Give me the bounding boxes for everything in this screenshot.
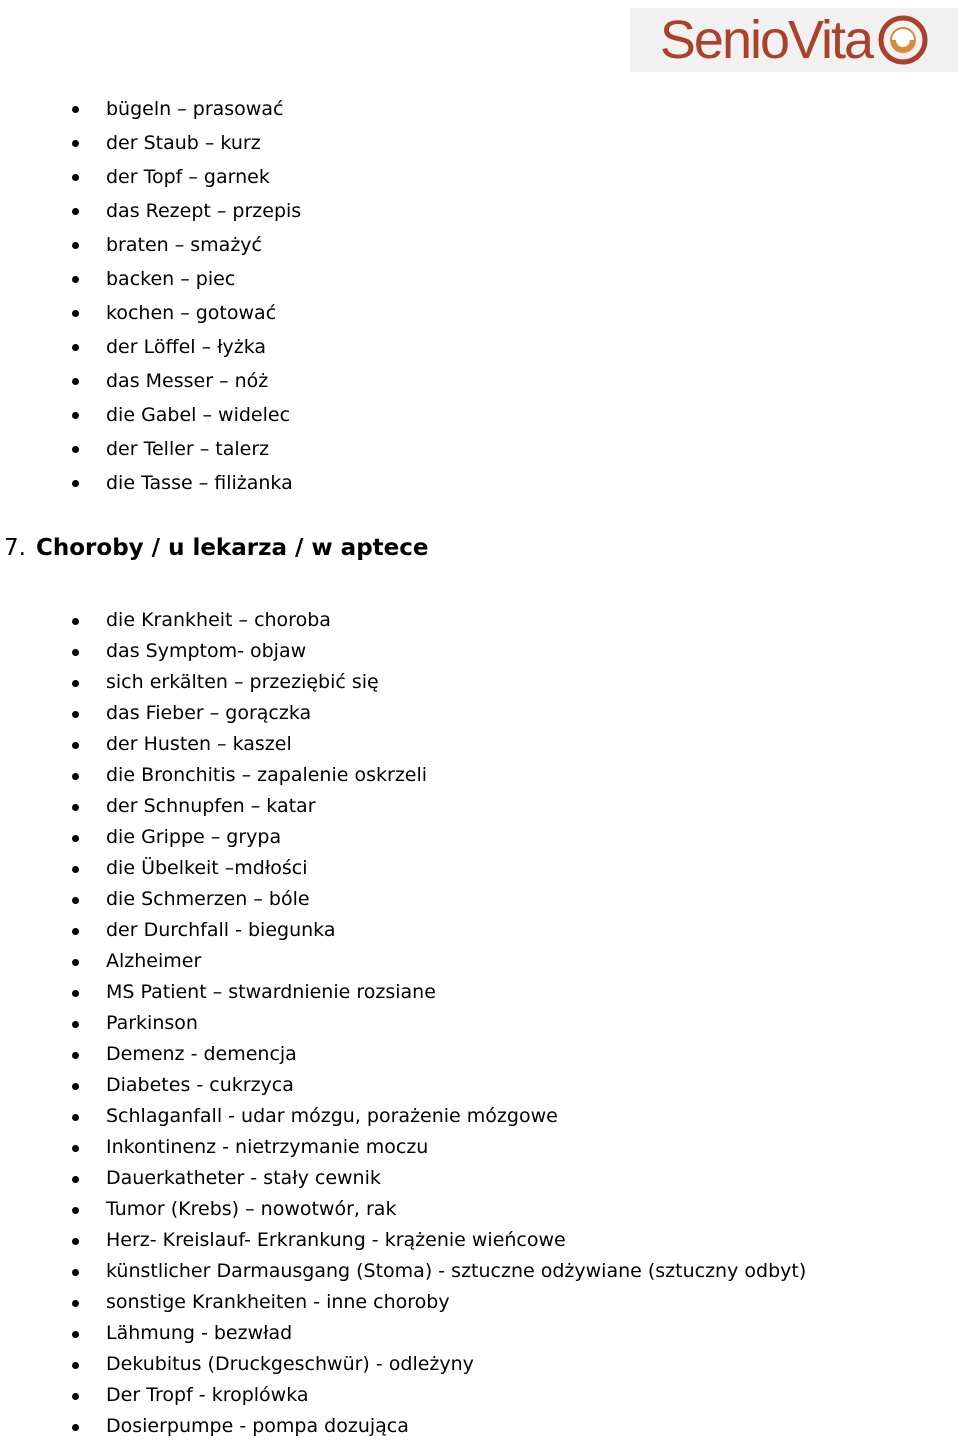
list-item: Demenz - demencja bbox=[0, 1039, 900, 1070]
list-item: künstlicher Darmausgang (Stoma) - sztuczne odżywiane (sztuczny odbyt) bbox=[0, 1256, 900, 1287]
list-item: Parkinson bbox=[0, 1008, 900, 1039]
medical-vocabulary-list bbox=[0, 605, 900, 1442]
list-item: das Messer – nóż bbox=[0, 364, 900, 398]
list-item: der Husten – kaszel bbox=[0, 729, 900, 760]
kitchen-vocabulary-list bbox=[0, 92, 900, 500]
list-item: die Tasse – filiżanka bbox=[0, 466, 900, 500]
list-item: Dosierpumpe - pompa dozująca bbox=[0, 1411, 900, 1442]
list-item: Der Tropf - kroplówka bbox=[0, 1380, 900, 1411]
list-item: kochen – gotować bbox=[0, 296, 900, 330]
seniovita-logo bbox=[630, 8, 958, 72]
list-item: Dauerkatheter - stały cewnik bbox=[0, 1163, 900, 1194]
list-item: die Schmerzen – bóle bbox=[0, 884, 900, 915]
list-item: der Löffel – łyżka bbox=[0, 330, 900, 364]
list-item: Herz- Kreislauf- Erkrankung - krążenie wieńcowe bbox=[0, 1225, 900, 1256]
list-item: Inkontinenz - nietrzymanie moczu bbox=[0, 1132, 900, 1163]
list-item: der Staub – kurz bbox=[0, 126, 900, 160]
logo-text: SenioVita bbox=[659, 10, 873, 70]
list-item: MS Patient – stwardnienie rozsiane bbox=[0, 977, 900, 1008]
list-item: bügeln – prasować bbox=[0, 92, 900, 126]
list-item: der Teller – talerz bbox=[0, 432, 900, 466]
list-item: das Symptom- objaw bbox=[0, 636, 900, 667]
section-title: Choroby / u lekarza / w aptece bbox=[36, 535, 429, 561]
list-item: sonstige Krankheiten - inne choroby bbox=[0, 1287, 900, 1318]
list-item: Dekubitus (Druckgeschwür) - odleżyny bbox=[0, 1349, 900, 1380]
logo-circle-icon bbox=[878, 15, 928, 65]
list-item: braten – smażyć bbox=[0, 228, 900, 262]
list-item: Lähmung - bezwład bbox=[0, 1318, 900, 1349]
list-item: die Gabel – widelec bbox=[0, 398, 900, 432]
list-item: die Krankheit – choroba bbox=[0, 605, 900, 636]
list-item: Tumor (Krebs) – nowotwór, rak bbox=[0, 1194, 900, 1225]
section-heading bbox=[4, 530, 428, 566]
list-item: der Schnupfen – katar bbox=[0, 791, 900, 822]
list-item: die Bronchitis – zapalenie oskrzeli bbox=[0, 760, 900, 791]
list-item: der Durchfall - biegunka bbox=[0, 915, 900, 946]
section-number: 7. bbox=[4, 535, 26, 561]
list-item: sich erkälten – przeziębić się bbox=[0, 667, 900, 698]
list-item: die Grippe – grypa bbox=[0, 822, 900, 853]
list-item: die Übelkeit –mdłości bbox=[0, 853, 900, 884]
list-item: der Topf – garnek bbox=[0, 160, 900, 194]
list-item: backen – piec bbox=[0, 262, 900, 296]
list-item: das Fieber – gorączka bbox=[0, 698, 900, 729]
list-item: das Rezept – przepis bbox=[0, 194, 900, 228]
list-item: Diabetes - cukrzyca bbox=[0, 1070, 900, 1101]
list-item: Schlaganfall - udar mózgu, porażenie mózgowe bbox=[0, 1101, 900, 1132]
list-item: Alzheimer bbox=[0, 946, 900, 977]
